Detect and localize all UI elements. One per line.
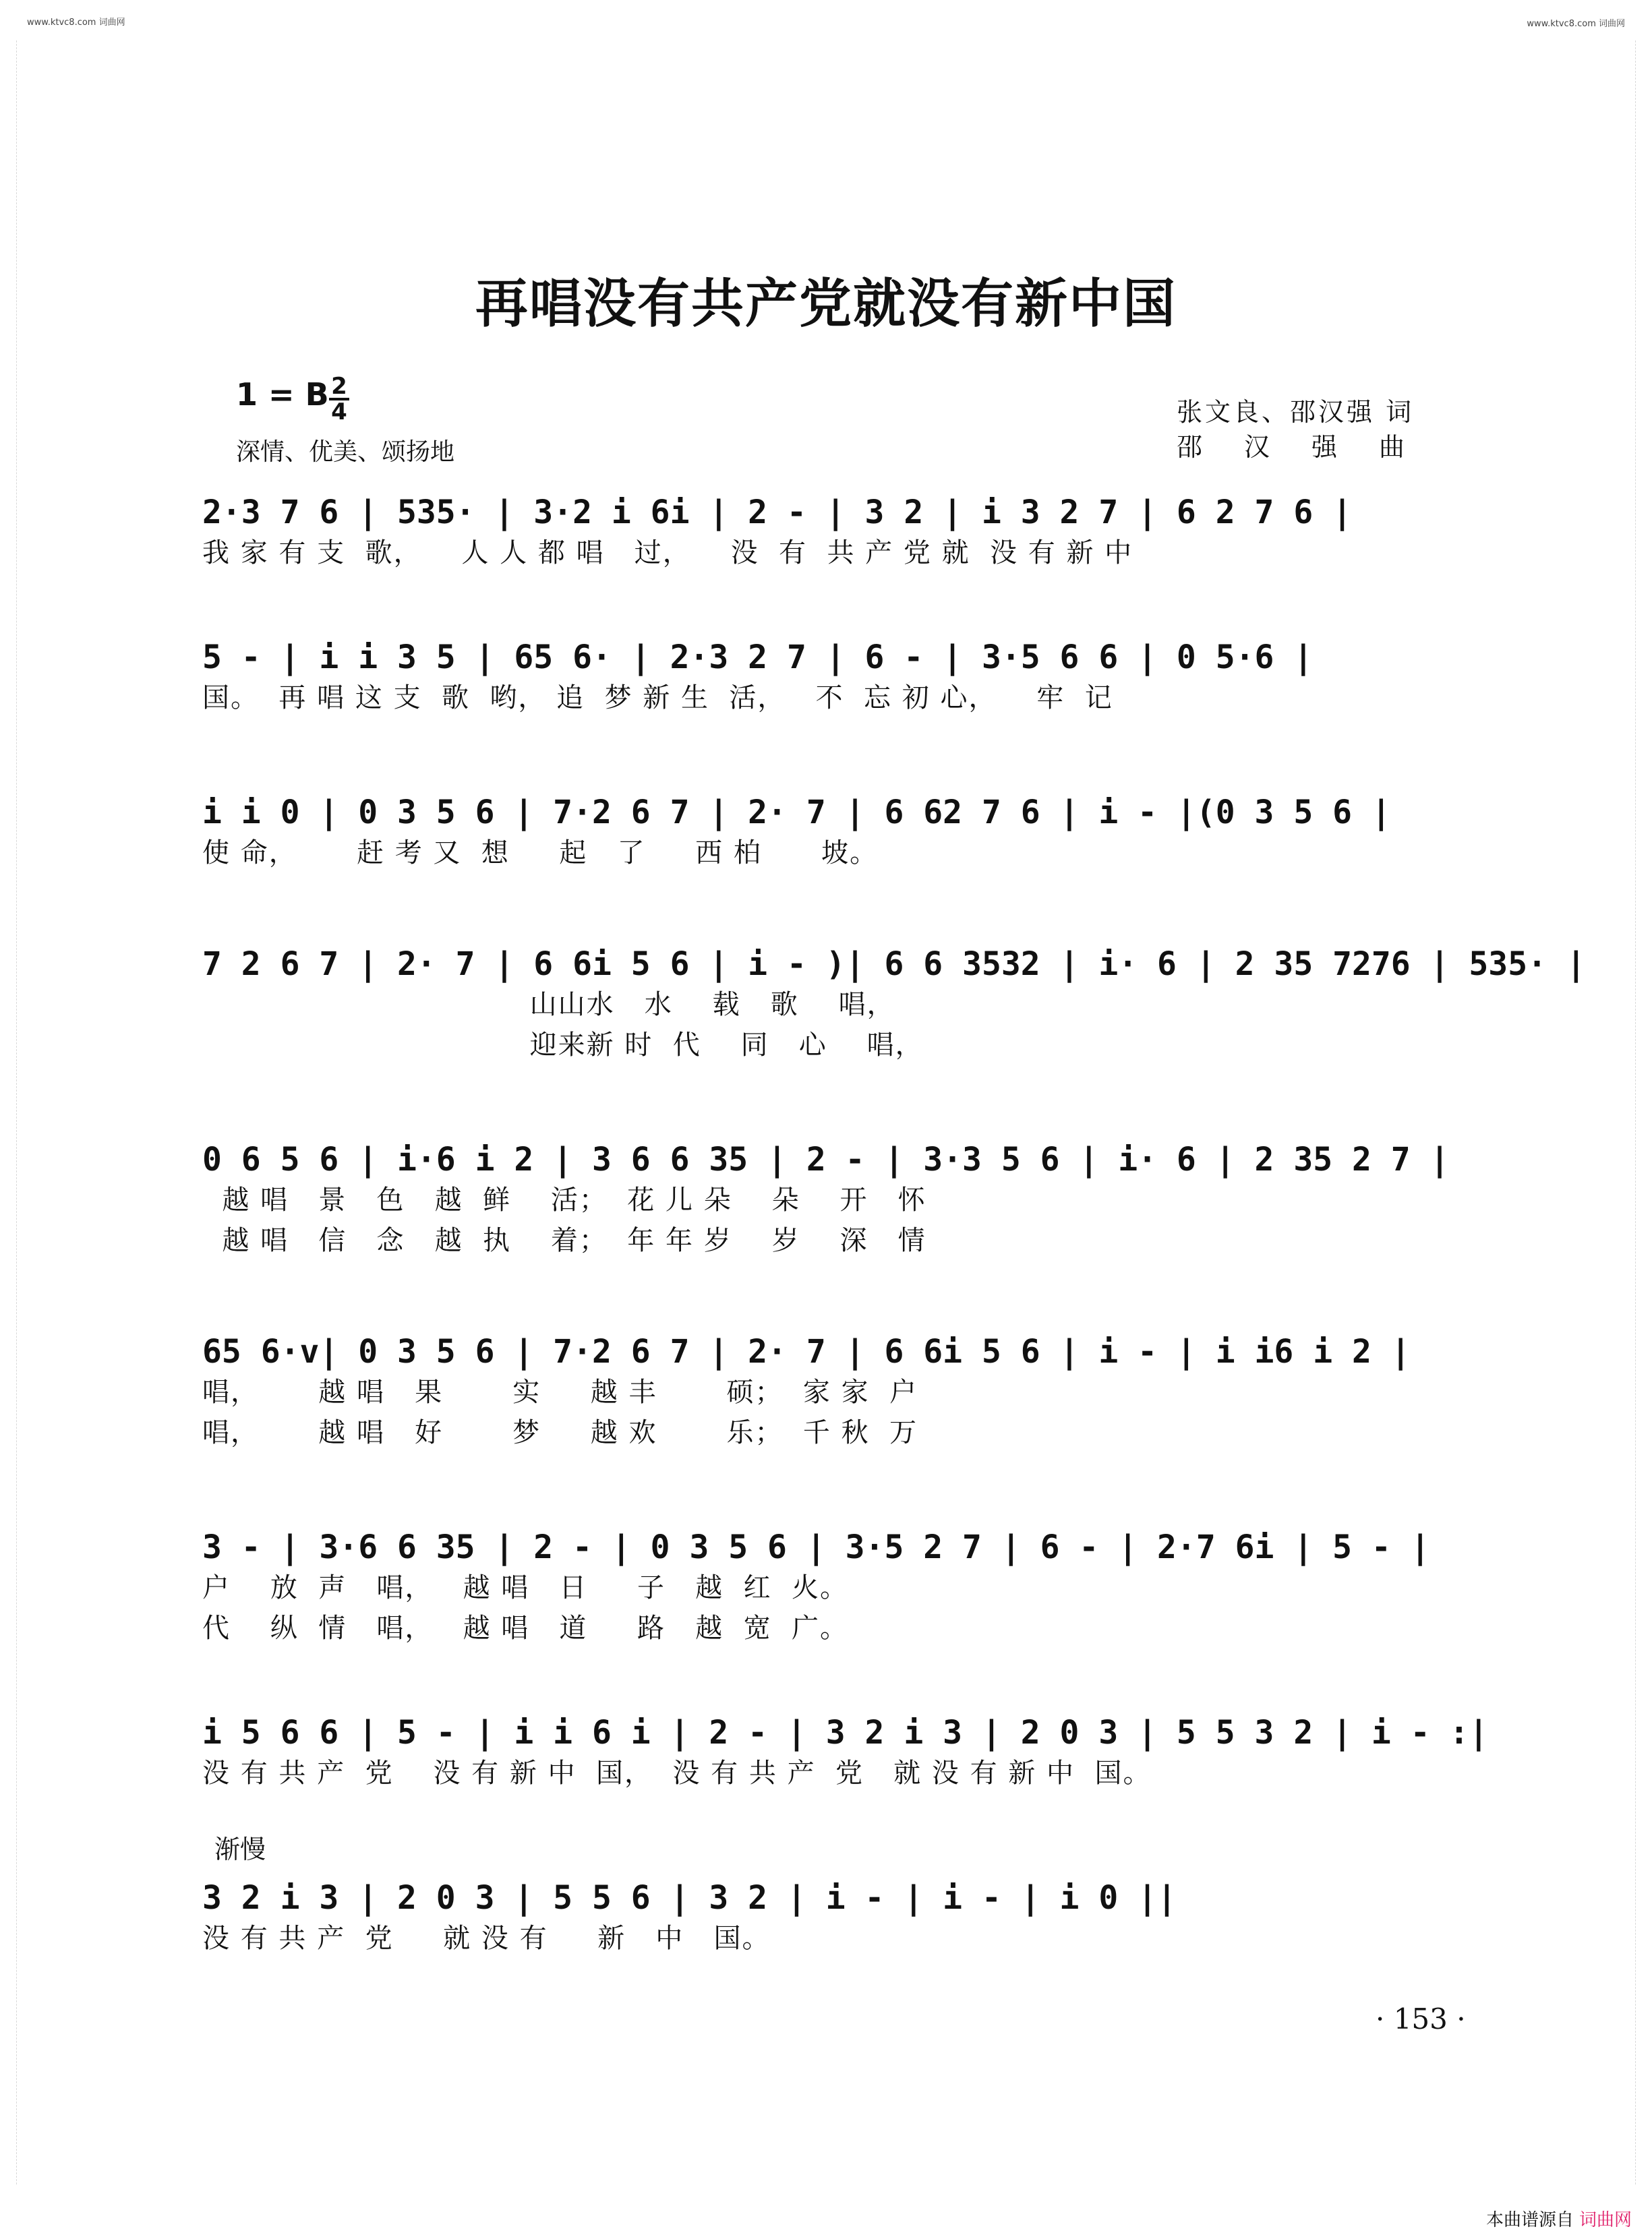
lyric-line-verse-2: 代 纵 情 唱， 越 唱 道 路 越 宽 广。 [202,1613,849,1644]
meter-top: 2 [331,373,347,400]
lyric-line-verse-2: 越 唱 信 念 越 执 着； 年 年 岁 岁 深 情 [202,1225,926,1256]
score-system-1 [202,492,1450,573]
notation-line: i 5 6 6 | 5 - | i i 6 i | 2 - | 3 2 i 3 | 2 0 3 | 5 5 3 2 | i - :| [202,1714,1489,1752]
score-system-9 [202,1878,1450,1959]
lyric-line: 没 有 共 产 党 没 有 新 中 国， 没 有 共 产 党 就 没 有 新 中 国。 [202,1758,1152,1789]
composer-credit: 邵汉强曲 [1177,432,1447,462]
notation-line: 65 6·v| 0 3 5 6 | 7·2 6 7 | 2· 7 | 6 6i 5 6 | i - | i i6 i 2 | [202,1333,1411,1371]
watermark-left: www.ktvc8.com 词曲网 [27,18,125,28]
notation-line: 2·3 7 6 | 535· | 3·2 i 6i | 2 - | 3 2 | i 3 2 7 | 6 2 7 6 | [202,494,1353,531]
score-system-6 [202,1332,1450,1453]
meter-bottom: 4 [331,398,347,425]
left-margin-strip [4,40,17,2184]
lyric-line-verse-1: 户 放 声 唱， 越 唱 日 子 越 红 火。 [202,1572,849,1603]
score-system-5 [202,1139,1450,1261]
score-system-7 [202,1527,1450,1648]
footer-site-link[interactable]: 词曲网 [1579,2210,1632,2230]
lyricist-credit: 张文良、邵汉强 词 [1177,397,1415,427]
time-signature [328,375,351,423]
song-title: 再唱没有共产党就没有新中国 [475,274,1177,334]
key-signature: 1 = B [236,376,329,413]
notation-line: 3 2 i 3 | 2 0 3 | 5 5 6 | 3 2 | i - | i - | i 0 || [202,1879,1177,1917]
notation-line: 3 - | 3·6 6 35 | 2 - | 0 3 5 6 | 3·5 2 7 | 6 - | 2·7 6i | 5 - | [202,1528,1430,1566]
lyric-line: 国。 再 唱 这 支 歌 哟， 追 梦 新 生 活， 不 忘 初 心， 牢 记 [202,682,1113,713]
lyric-line-verse-2: 迎来新 时 代 同 心 唱， [202,1030,924,1061]
lyric-line: 没 有 共 产 党 就 没 有 新 中 国。 [202,1923,771,1954]
footer-prefix: 本曲谱源自 [1485,2210,1574,2230]
lyric-line-verse-2: 唱， 越 唱 好 梦 越 欢 乐； 千 秋 万 [202,1417,918,1448]
lyric-line: 使 命， 赶 考 又 想 起 了 西 柏 坡。 [202,837,879,868]
notation-line: 5 - | i i 3 5 | 65 6· | 2·3 2 7 | 6 - | 3·5 6 6 | 0 5·6 | [202,638,1314,676]
ritardando-marking: 渐慢 [214,1835,266,1864]
lyric-line: 我 家 有 支 歌， 人 人 都 唱 过， 没 有 共 产 党 就 没 有 新 中 [202,537,1133,568]
score-system-4 [202,944,1586,1065]
score-system-8 [202,1713,1489,1793]
lyric-line-verse-1: 山山水 水 载 歌 唱， [202,989,895,1020]
score-system-3 [202,792,1450,873]
notation-line: 7 2 6 7 | 2· 7 | 6 6i 5 6 | i - )| 6 6 3532 | i· 6 | 2 35 7276 | 535· | [202,945,1586,983]
lyric-line-verse-1: 唱， 越 唱 果 实 越 丰 硕； 家 家 户 [202,1377,918,1408]
lyric-line-verse-1: 越 唱 景 色 越 鲜 活； 花 儿 朵 朵 开 怀 [202,1185,926,1216]
watermark-right: www.ktvc8.com 词曲网 [1527,19,1625,29]
score-system-2 [202,637,1450,718]
notation-line: i i 0 | 0 3 5 6 | 7·2 6 7 | 2· 7 | 6 62 7 6 | i - |(0 3 5 6 | [202,794,1391,831]
notation-line: 0 6 5 6 | i·6 i 2 | 3 6 6 35 | 2 - | 3·3 5 6 | i· 6 | 2 35 2 7 | [202,1141,1450,1179]
tempo-marking: 深情、优美、颂扬地 [236,438,455,466]
footer-source [1486,2206,1632,2231]
right-margin-strip [1635,40,1648,2184]
page-number: · 153 · [1376,2002,1466,2035]
